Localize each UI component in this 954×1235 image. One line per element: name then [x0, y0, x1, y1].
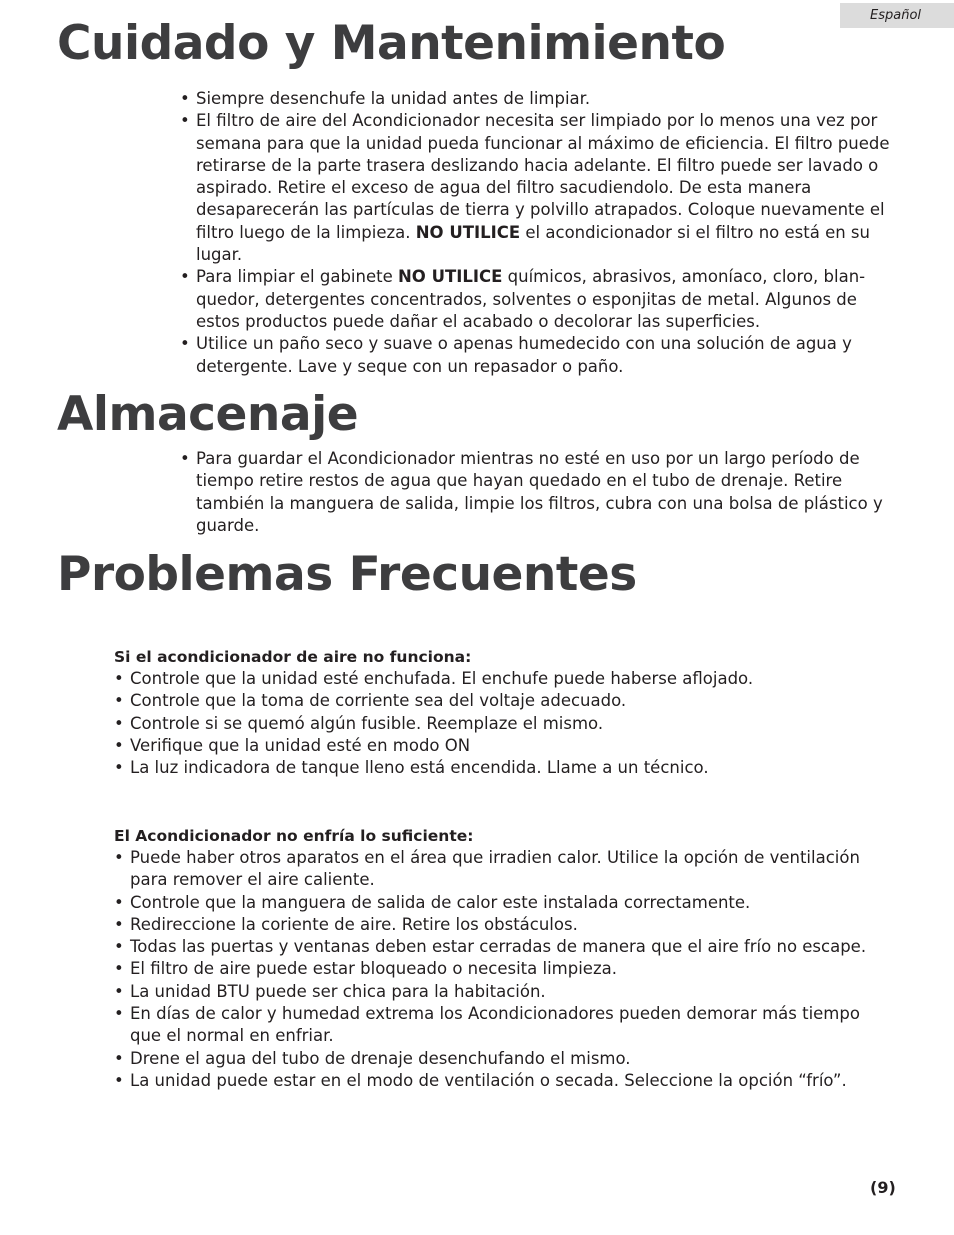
- list-item: • La unidad puede estar en el modo de ventilación o secada. Seleccione la opción “frío”.: [114, 1070, 884, 1092]
- care-title: Cuidado y Mantenimiento: [57, 16, 726, 71]
- list-item: • Verifique que la unidad esté en modo ON: [114, 735, 884, 757]
- storage-list: [180, 448, 902, 537]
- problem-list: [114, 847, 884, 1092]
- list-item: • Todas las puertas y ventanas deben estar cerradas de manera que el aire frío no escape.: [114, 936, 884, 958]
- page-number: (9): [870, 1178, 896, 1197]
- warning-emphasis: NO UTILICE: [398, 267, 503, 287]
- list-item: • Controle si se quemó algún fusible. Reemplaze el mismo.: [114, 713, 884, 735]
- list-item: • Utilice un paño seco y suave o apenas humedecido con una solución de agua y detergente. Lave y seque con un repasador o paño.: [180, 333, 902, 378]
- warning-emphasis: NO UTILICE: [415, 222, 521, 242]
- list-item: • En días de calor y humedad extrema los Acondicionadores pueden demorar más tiempo que el normal en enfriar.: [114, 1003, 884, 1048]
- problem-section: [114, 825, 884, 1092]
- list-item: • Puede haber otros aparatos en el área que irradien calor. Utilice la opción de ventilación para remover el aire caliente.: [114, 847, 884, 892]
- list-item: • Para guardar el Acondicionador mientras no esté en uso por un largo período de tiempo retire restos de agua que hayan quedado en el tubo de drenaje. Retire también la manguera de salida, limpie los filtros, cubra con una bolsa de plástico y guarde.: [180, 448, 902, 537]
- list-item: • Para limpiar el gabinete NO UTILICE químicos, abrasivos, amoníaco, cloro, blan-quedor, detergentes concentrados, solventes o esponjitas de metal. Algunos de estos productos puede dañar el acabado o decolorar las superficies.: [180, 266, 902, 333]
- problem-heading: El Acondicionador no enfría lo suficiente:: [114, 827, 474, 845]
- care-list: [180, 88, 902, 378]
- list-item: • Drene el agua del tubo de drenaje desenchufando el mismo.: [114, 1048, 884, 1070]
- problem-list: [114, 668, 884, 779]
- list-item: • Siempre desenchufe la unidad antes de limpiar.: [180, 88, 902, 110]
- list-item: • La luz indicadora de tanque lleno está encendida. Llame a un técnico.: [114, 757, 884, 779]
- list-item: • El filtro de aire puede estar bloqueado o necesita limpieza.: [114, 958, 884, 980]
- list-item: • El filtro de aire del Acondicionador necesita ser limpiado por lo menos una vez por semana para que la unidad pueda funcionar al máximo de eficiencia. El filtro puede retirarse de la parte trasera deslizando hacia adelante. El filtro puede ser lavado o aspirado. Retire el exceso de agua del filtro sacudiendolo. De esta manera desaparecerán las partículas de tierra y polvillo atrapados. Coloque nuevamente el filtro luego de la limpieza. NO UTILICE el acondicionador si el filtro no está en su lugar.: [180, 110, 902, 266]
- problem-section: [114, 646, 884, 779]
- list-item: • Controle que la unidad esté enchufada. El enchufe puede haberse aflojado.: [114, 668, 884, 690]
- list-item: • Redireccione la coriente de aire. Retire los obstáculos.: [114, 914, 884, 936]
- list-item: • La unidad BTU puede ser chica para la habitación.: [114, 981, 884, 1003]
- care-section: [180, 88, 902, 378]
- problem-heading: Si el acondicionador de aire no funciona:: [114, 648, 472, 666]
- problems-title: Problemas Frecuentes: [57, 547, 637, 602]
- storage-section: [180, 448, 902, 537]
- storage-title: Almacenaje: [57, 387, 359, 442]
- list-item: • Controle que la toma de corriente sea del voltaje adecuado.: [114, 690, 884, 712]
- list-item: • Controle que la manguera de salida de calor este instalada correctamente.: [114, 892, 884, 914]
- language-tab: Español: [840, 3, 954, 28]
